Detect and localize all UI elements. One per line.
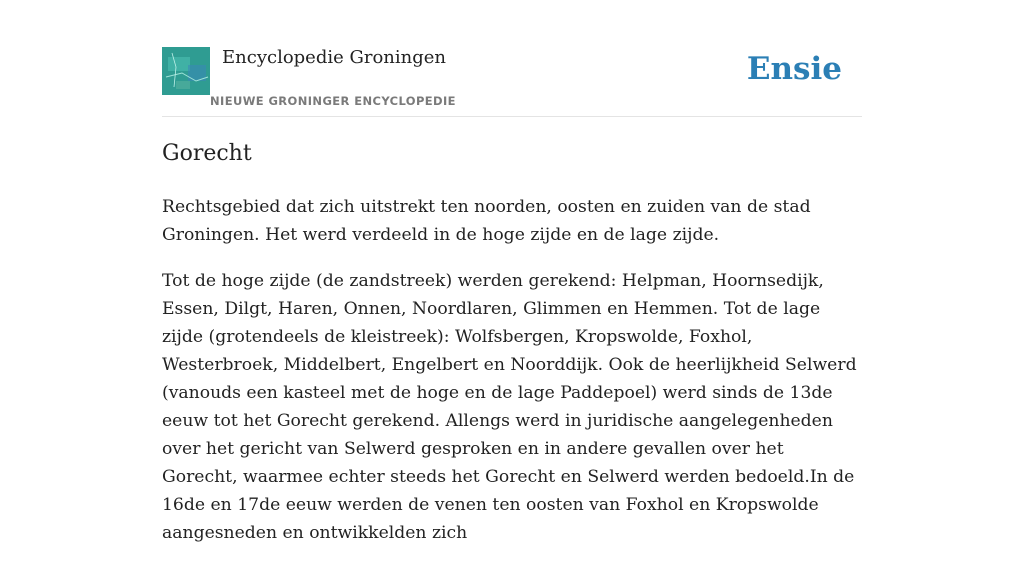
article-paragraph-1: Rechtsgebied dat zich uitstrekt ten noorden, oosten en zuiden van de stad Groningen. Het werd verdeeld in de hoge zijde en de lage zijde.	[162, 197, 811, 245]
article-title: Gorecht	[162, 141, 252, 166]
article-body	[162, 193, 862, 565]
encyclopedia-avatar[interactable]	[162, 47, 210, 95]
map-thumbnail-icon	[162, 47, 210, 95]
site-header	[162, 46, 862, 117]
article-paragraph-2: Tot de hoge zijde (de zandstreek) werden gerekend: Helpman, Hoornsedijk, Essen, Dilgt, Haren, Onnen, Noordlaren, Glimmen en Hemmen. Tot de lage zijde (grotendeels de kleistreek): Wolfsbergen, Kropswolde, Foxhol, Westerbroek, Middelbert, Engelbert en Noorddijk. Ook de heerlijkheid Selwerd (vanouds een kasteel met de hoge en de lage Paddepoel) werd sinds de 13de eeuw tot het Gorecht gerekend. Allengs werd in juridische aangelegenheden over het gericht van Selwerd gesproken en in andere gevallen over het Gorecht, waarmee echter steeds het Gorecht en Selwerd werden bedoeld.In de 16de en 17de eeuw werden de venen ten oosten van Foxhol en Kropswolde aangesneden en ontwikkelden zich	[162, 271, 857, 543]
site-title[interactable]: Encyclopedie Groningen	[222, 47, 447, 68]
site-subtitle: NIEUWE GRONINGER ENCYCLOPEDIE	[210, 94, 456, 108]
ensie-logo-link[interactable]: Ensie	[746, 51, 842, 87]
